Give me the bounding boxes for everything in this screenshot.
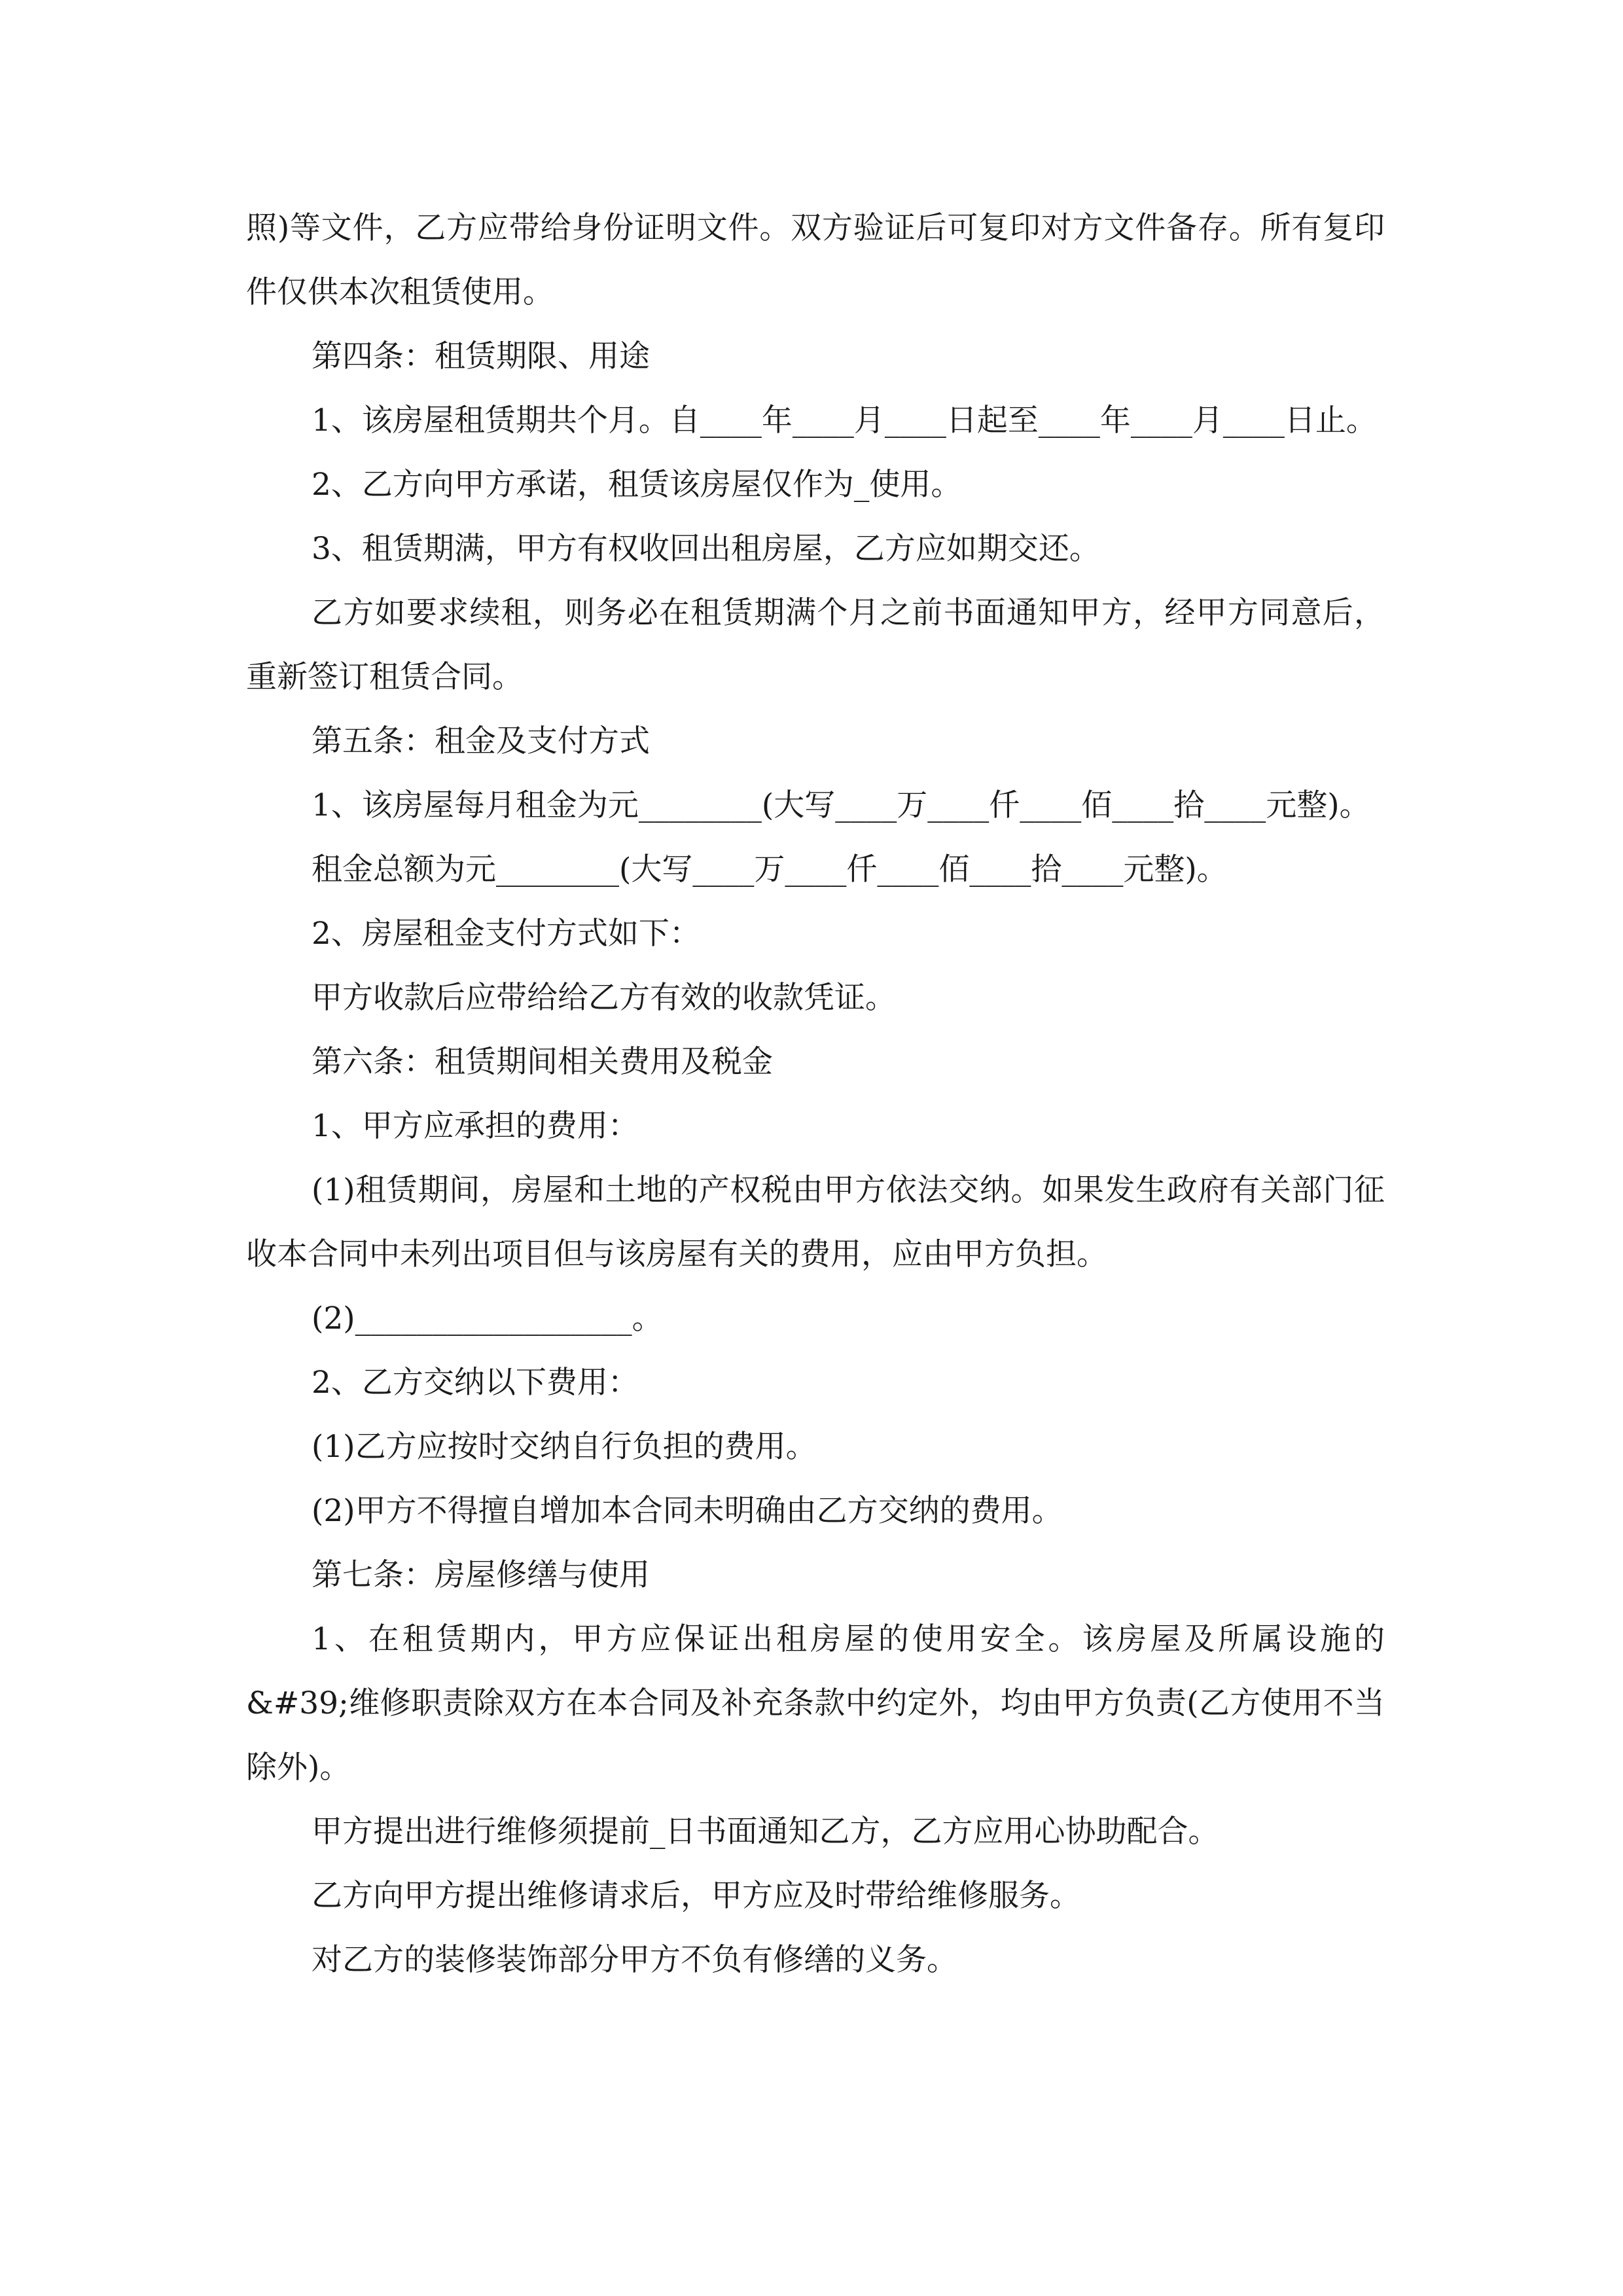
- paragraph: 甲方提出进行维修须提前_日书面通知乙方，乙方应用心协助配合。: [312, 1814, 1219, 1850]
- paragraph: (2)__________________。: [312, 1300, 663, 1336]
- paragraph: 照)等文件，乙方应带给身份证明文件。双方验证后可复印对方文件备存。所有复印件仅供本次租赁使用。: [246, 210, 1385, 310]
- paragraph: 对乙方的装修装饰部分甲方不负有修缮的义务。: [312, 1942, 957, 1978]
- paragraph: 租金总额为元________(大写____万____仟____佰____拾____元整)。: [312, 852, 1228, 888]
- paragraph: 2、乙方交纳以下费用：: [312, 1365, 639, 1401]
- paragraph: 甲方收款后应带给给乙方有效的收款凭证。: [312, 980, 896, 1016]
- section-heading-article-7: 第七条：房屋修缮与使用: [312, 1557, 650, 1593]
- paragraph: (1)租赁期间，房屋和土地的产权税由甲方依法交纳。如果发生政府有关部门征收本合同中未列出项目但与该房屋有关的费用，应由甲方负担。: [246, 1172, 1385, 1272]
- section-heading-article-6: 第六条：租赁期间相关费用及税金: [312, 1044, 773, 1080]
- paragraph: (1)乙方应按时交纳自行负担的费用。: [312, 1429, 817, 1465]
- paragraph: 2、房屋租金支付方式如下：: [312, 916, 700, 952]
- section-heading-article-5: 第五条：租金及支付方式: [312, 723, 650, 759]
- paragraph: 3、租赁期满，甲方有权收回出租房屋，乙方应如期交还。: [312, 531, 1100, 567]
- paragraph: 1、甲方应承担的费用：: [312, 1108, 639, 1144]
- paragraph: 2、乙方向甲方承诺，租赁该房屋仅作为_使用。: [312, 467, 962, 503]
- paragraph: 1、该房屋租赁期共个月。自____年____月____日起至____年____月____日止。: [312, 403, 1377, 439]
- paragraph: (2)甲方不得擅自增加本合同未明确由乙方交纳的费用。: [312, 1493, 1063, 1529]
- paragraph: 1、该房屋每月租金为元________(大写____万____仟____佰____拾____元整)。: [312, 787, 1370, 823]
- section-heading-article-4: 第四条：租赁期限、用途: [312, 338, 650, 374]
- document-body: [246, 196, 1385, 1992]
- paragraph: 乙方向甲方提出维修请求后，甲方应及时带给维修服务。: [312, 1878, 1080, 1914]
- paragraph: 1、在租赁期内，甲方应保证出租房屋的使用安全。该房屋及所属设施的&#39;维修职责除双方在本合同及补充条款中约定外，均由甲方负责(乙方使用不当除外)。: [246, 1621, 1385, 1785]
- paragraph: 乙方如要求续租，则务必在租赁期满个月之前书面通知甲方，经甲方同意后，重新签订租赁合同。: [246, 595, 1385, 695]
